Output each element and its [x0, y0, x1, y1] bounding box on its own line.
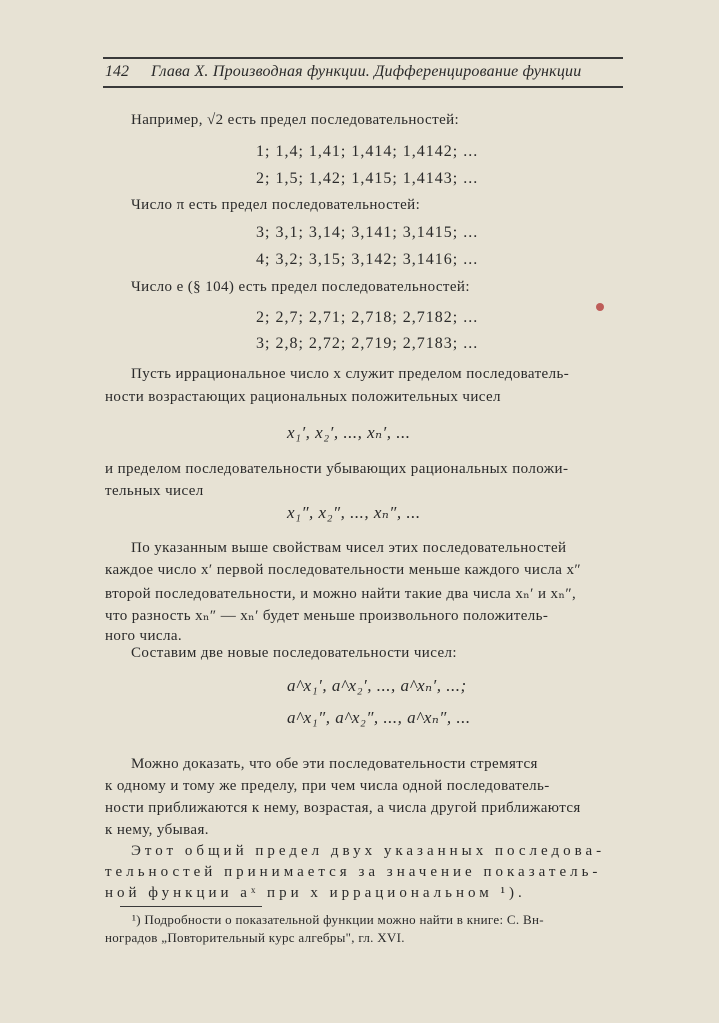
sqrt2-sequence-lower: 1; 1,4; 1,41; 1,414; 1,4142; ...: [256, 143, 479, 160]
paragraph-proof-line1: Можно доказать, что обе эти последовательности стремятся: [131, 756, 538, 772]
formula-decreasing-sequence: x₁″, x₂″, ..., xₙ″, ...: [287, 503, 421, 522]
paragraph-properties-line3: второй последовательности, и можно найти такие два числа xₙ′ и xₙ″,: [105, 586, 577, 602]
paragraph-definition-line3: ной функции aˣ при x иррациональном ¹).: [105, 885, 526, 901]
formula-increasing-sequence: x₁′, x₂′, ..., xₙ′, ...: [287, 423, 411, 442]
formula-exponent-sequence-2: a^x₁″, a^x₂″, ..., a^xₙ″, ...: [287, 708, 471, 727]
paragraph-decreasing-line1: и пределом последовательности убывающих рациональных положи-: [105, 461, 569, 477]
ink-stain: [596, 303, 604, 311]
paragraph-compose: Составим две новые последовательности чисел:: [131, 645, 457, 661]
paragraph-properties-line2: каждое число x′ первой последовательности меньше каждого числа x″: [105, 562, 582, 578]
paragraph-e-intro: Число e (§ 104) есть предел последовательностей:: [131, 279, 470, 295]
formula-exponent-sequence-1: a^x₁′, a^x₂′, ..., a^xₙ′, ...;: [287, 676, 467, 695]
paragraph-properties-line4: что разность xₙ″ — xₙ′ будет меньше произвольного положитель-: [105, 608, 549, 624]
paragraph-pi-intro: Число π есть предел последовательностей:: [131, 197, 421, 213]
e-sequence-upper: 3; 2,8; 2,72; 2,719; 2,7183; ...: [256, 335, 479, 352]
footnote-line2: ноградов „Повторительный курс алгебры", гл. XVI.: [105, 930, 405, 945]
paragraph-properties-line1: По указанным выше свойствам чисел этих последовательностей: [131, 540, 567, 556]
paragraph-definition-line2: тельностей принимается за значение показатель-: [105, 864, 602, 880]
paragraph-sqrt2-intro: Например, √2 есть предел последовательностей:: [131, 112, 460, 128]
paragraph-proof-line3: ности приближаются к нему, возрастая, а числа другой приближаются: [105, 800, 581, 816]
pi-sequence-upper: 4; 3,2; 3,15; 3,142; 3,1416; ...: [256, 251, 479, 268]
e-sequence-lower: 2; 2,7; 2,71; 2,718; 2,7182; ...: [256, 309, 479, 326]
footnote-line1: ¹) Подробности о показательной функции можно найти в книге: С. Вн-: [132, 912, 544, 927]
paragraph-decreasing-line2: тельных чисел: [105, 483, 204, 499]
paragraph-properties-line5: ного числа.: [105, 628, 183, 644]
footnote-rule: [120, 906, 262, 907]
running-title: Глава X. Производная функции. Дифференцирование функции: [151, 63, 582, 80]
paragraph-proof-line2: к одному и тому же пределу, при чем числа одной последователь-: [105, 778, 550, 794]
pi-sequence-lower: 3; 3,1; 3,14; 3,141; 3,1415; ...: [256, 224, 479, 241]
page-number: 142: [105, 63, 129, 80]
paragraph-proof-line4: к нему, убывая.: [105, 822, 209, 838]
sqrt2-sequence-upper: 2; 1,5; 1,42; 1,415; 1,4143; ...: [256, 170, 479, 187]
paragraph-irrational-line2: ности возрастающих рациональных положительных чисел: [105, 389, 501, 405]
paragraph-definition-line1: Этот общий предел двух указанных последова-: [131, 843, 606, 859]
header-rule-top: [103, 57, 623, 59]
paragraph-irrational-line1: Пусть иррациональное число x служит пределом последователь-: [131, 366, 570, 382]
header-rule-bottom: [103, 86, 623, 88]
